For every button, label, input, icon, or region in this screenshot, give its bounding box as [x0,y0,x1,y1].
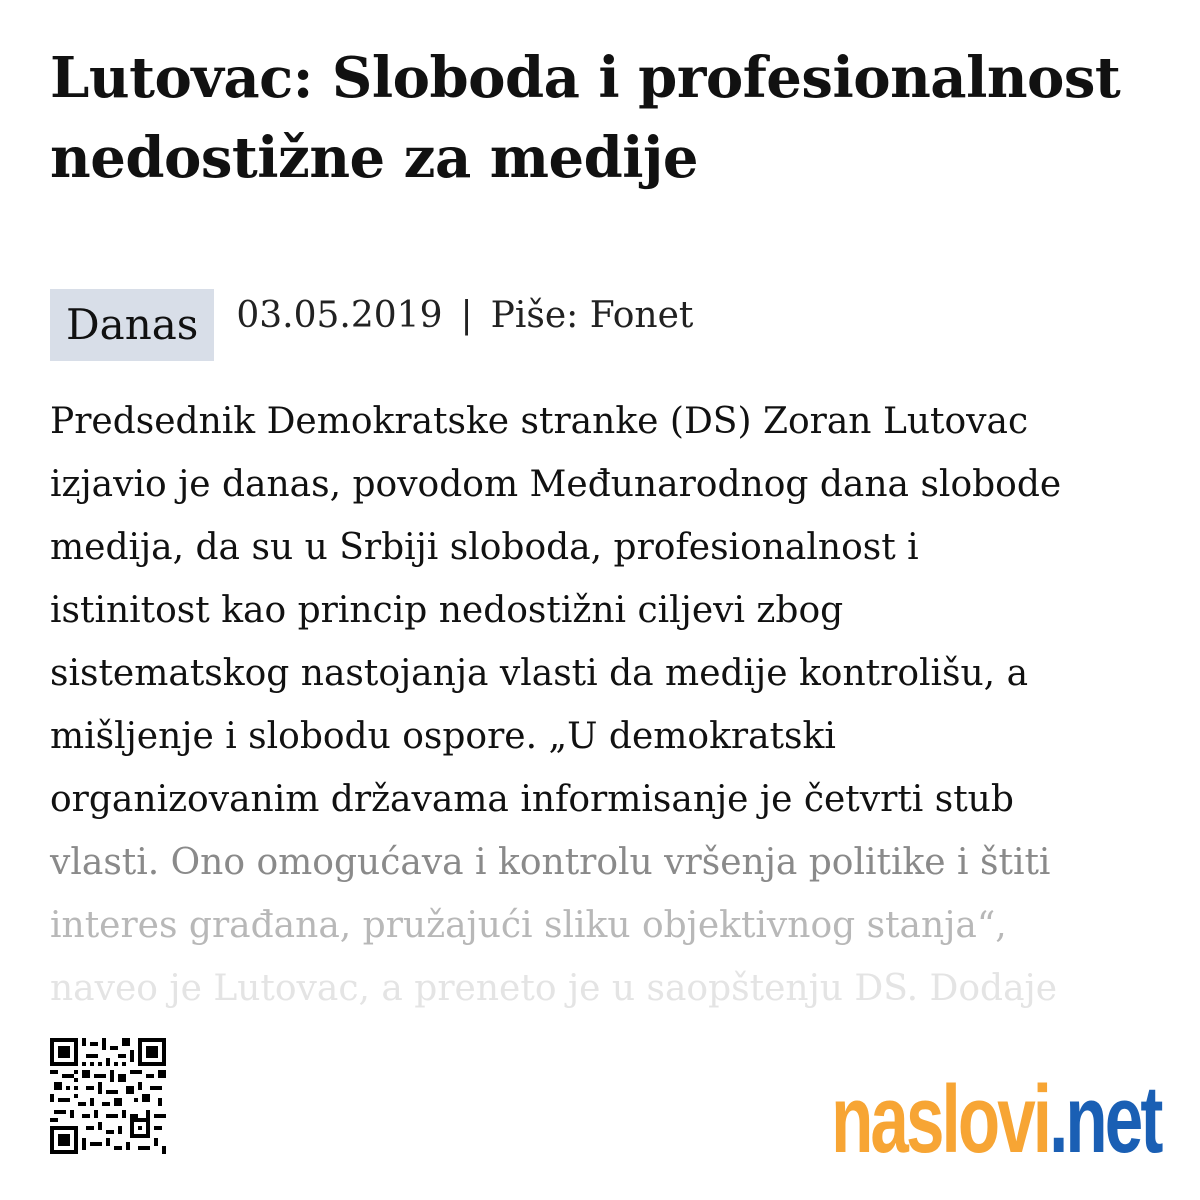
meta-text [236,295,693,336]
logo-dotnet: .net [1048,1066,1160,1173]
body-line-faded: naveo je Lutovac, a preneto je u saopštenju DS. Dodaje [50,968,1057,1009]
body-line: mišljenje i slobodu ospore. „U demokratski [50,716,836,757]
body-line: sistematskog nastojanja vlasti da medije kontrolišu, a [50,653,1029,694]
article-headline: Lutovac: Sloboda i profesionalnost nedostižne za medije [50,45,1121,191]
naslovi-logo[interactable] [830,1066,1160,1173]
body-line: medija, da su u Srbiji sloboda, profesionalnost i [50,527,919,568]
article-body [50,390,1160,1020]
article-card [50,38,1160,1178]
meta-separator: | [460,294,473,336]
logo-naslovi: naslovi [830,1066,1049,1173]
body-line: Predsednik Demokratske stranke (DS) Zoran Lutovac [50,401,1029,442]
source-badge[interactable]: Danas [50,289,214,361]
body-line-faded: vlasti. Ono omogućava i kontrolu vršenja politike i štiti [50,842,1051,883]
body-line: organizovanim državama informisanje je četvrti stub [50,779,1014,820]
body-line: izjavio je danas, povodom Međunarodnog dana slobode [50,464,1062,505]
article-author: Piše: Fonet [490,294,694,336]
body-line: istinitost kao princip nedostižni ciljevi zbog [50,590,844,631]
article-date: 03.05.2019 [236,294,443,336]
qr-code-icon[interactable] [50,1038,166,1154]
body-line-faded: interes građana, pružajući sliku objektivnog stanja“, [50,905,1007,946]
article-meta [50,290,693,360]
